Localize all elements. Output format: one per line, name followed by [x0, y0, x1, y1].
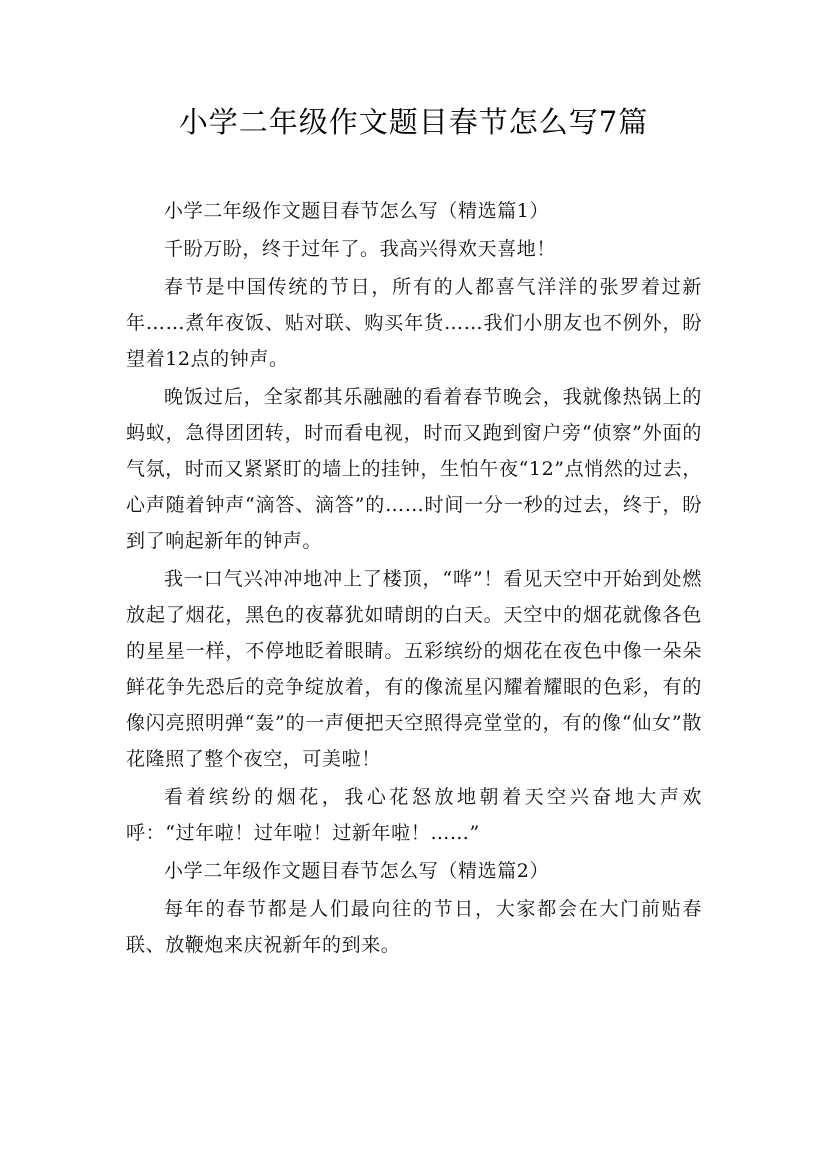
- paragraph: 我一口气兴冲冲地冲上了楼顶，“哗”！看见天空中开始到处燃放起了烟花，黑色的夜幕犹如晴朗的白天。天空中的烟花就像各色的星星一样，不停地眨着眼睛。五彩缤纷的烟花在夜色中像一朵朵鲜花争先恐后的竞争绽放着，有的像流星闪耀着耀眼的色彩，有的像闪亮照明弹“轰”的一声便把天空照得亮堂堂的，有的像“仙女”散花隆照了整个夜空，可美啦！: [126, 568, 702, 770]
- paragraph: 晚饭过后，全家都其乐融融的看着春节晚会，我就像热锅上的蚂蚁，急得团团转，时而看电视，时而又跑到窗户旁“侦察”外面的气氛，时而又紧紧盯的墙上的挂钟，生怕午夜“12”点悄然的过去，心声随着钟声“滴答、滴答”的……时间一分一秒的过去，终于，盼到了响起新年的钟声。: [126, 386, 702, 552]
- paragraph: 春节是中国传统的节日，所有的人都喜气洋洋的张罗着过新年……煮年夜饭、贴对联、购买年货……我们小朋友也不例外，盼望着12点的钟声。: [126, 276, 702, 370]
- document-body: [126, 193, 702, 963]
- paragraph: 看着缤纷的烟花，我心花怒放地朝着天空兴奋地大声欢呼：“过年啦！过年啦！过新年啦！……”: [126, 786, 702, 844]
- paragraph: 千盼万盼，终于过年了。我高兴得欢天喜地！: [164, 238, 557, 260]
- document-title: 小学二年级作文题目春节怎么写7篇: [178, 105, 649, 139]
- section-heading-1: 小学二年级作文题目春节怎么写（精选篇1）: [164, 200, 550, 222]
- paragraph: 每年的春节都是人们最向往的节日，大家都会在大门前贴春联、放鞭炮来庆祝新年的到来。: [126, 898, 702, 956]
- section-heading-2: 小学二年级作文题目春节怎么写（精选篇2）: [164, 860, 550, 882]
